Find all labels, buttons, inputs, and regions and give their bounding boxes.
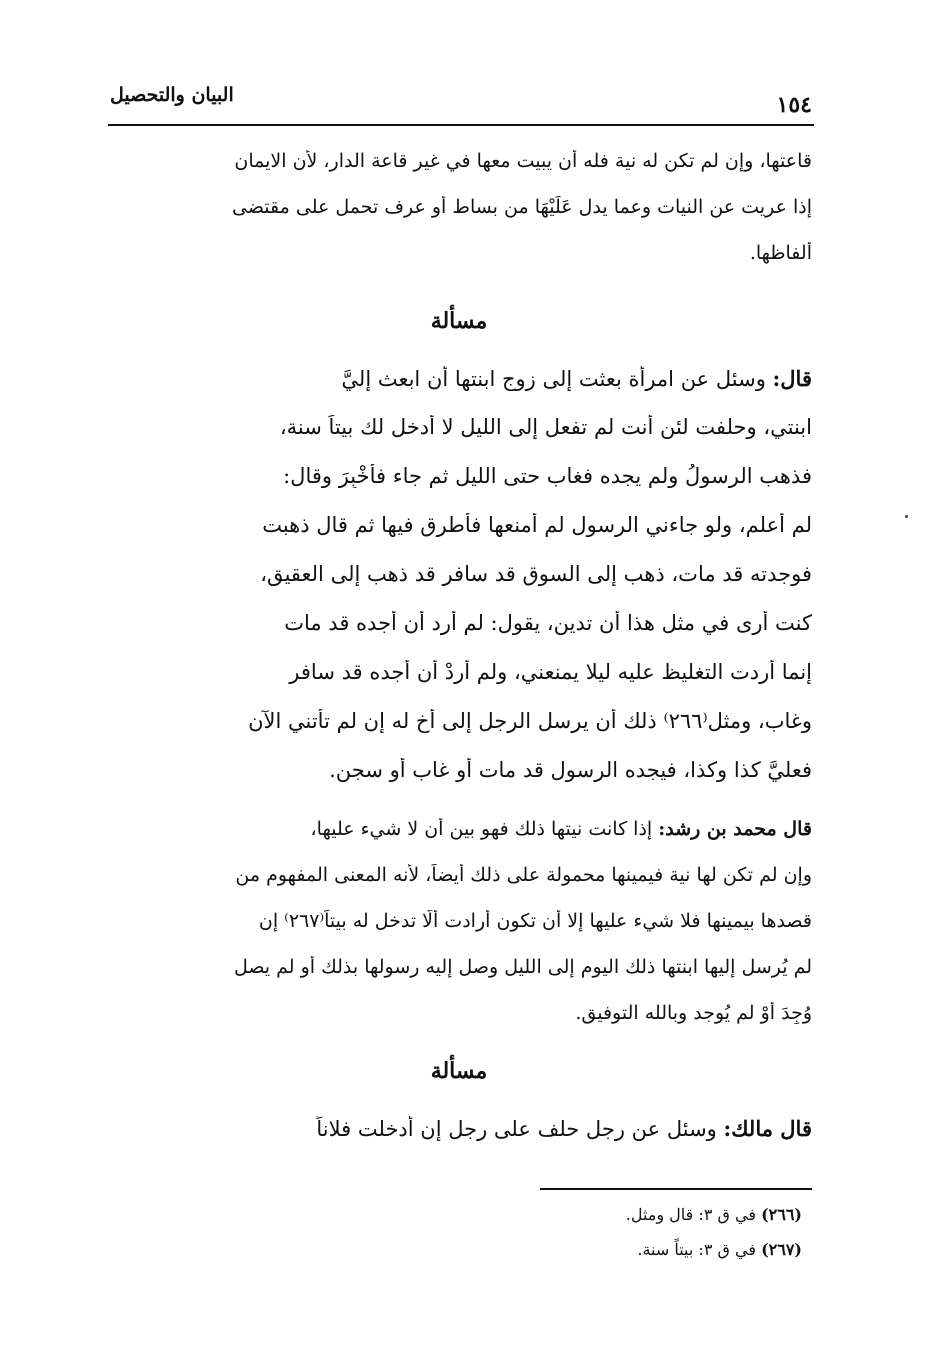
running-title: البيان والتحصيل bbox=[110, 84, 234, 106]
paragraph-line: وإن لم تكن لها نية فيمينها محمولة على ذلك أيضاً، لأنه المعنى المفهوم من bbox=[235, 864, 812, 886]
footnote-number: (٢٦٧) bbox=[761, 1240, 802, 1259]
footnote-rule bbox=[540, 1188, 812, 1190]
footnote-text: في ق ٣: قال ومثل. bbox=[625, 1205, 762, 1224]
section-heading: مسألة bbox=[430, 308, 488, 334]
paragraph-line-text: وسئل عن رجل حلف على رجل إن أدخلت فلاناً bbox=[316, 1117, 724, 1141]
paragraph-line: قاعتها، وإن لم تكن له نية فله أن يبيت معها في غير قاعة الدار، لأن الايمان bbox=[234, 150, 812, 172]
paragraph-line: ابنتي، وحلفت لئن أنت لم تفعل إلى الليل لا أدخل لك بيتاً سنة، bbox=[279, 415, 812, 439]
footnote-number: (٢٦٦) bbox=[761, 1205, 802, 1224]
speaker-label: قال مالك: bbox=[723, 1116, 812, 1141]
paragraph-line: لم أعلم، ولو جاءني الرسول لم أمنعها فأطرق فيها ثم قال ذهبت bbox=[262, 513, 812, 537]
footnote bbox=[626, 1205, 802, 1224]
paragraph-4 bbox=[106, 1116, 812, 1162]
header-rule bbox=[108, 124, 814, 126]
paragraph-line: وغاب، ومثل⁽٢٦٦⁾ ذلك أن يرسل الرجل إلى أخ له إن لم تأتني الآن bbox=[248, 709, 812, 733]
speaker-label: قال محمد بن رشد: bbox=[658, 818, 812, 840]
paragraph-line: إنما أردت التغليظ عليه ليلا يمنعني، ولم أُرِدْ أن أجده قد سافر bbox=[289, 660, 812, 684]
footnote-text: في ق ٣: بيتاً سنة. bbox=[637, 1240, 762, 1259]
paragraph-line: إذا عريت عن النيات وعما يدل عَلَيْهَا من بساط أو عرف تحمل على مقتضى bbox=[231, 196, 812, 218]
paragraph-line: ألفاظها. bbox=[749, 242, 812, 264]
paragraph-line: وُجِدَ أَوْ لم يُوجد وبالله التوفيق. bbox=[575, 1002, 812, 1024]
paragraph-line: فذهب الرسولُ ولم يجده فغاب حتى الليل ثم جاء فأُخْبِرَ وقال: bbox=[283, 464, 812, 488]
page-header bbox=[110, 80, 812, 124]
paragraph-3 bbox=[106, 818, 812, 1048]
paragraph-line bbox=[106, 818, 812, 840]
paragraph-line bbox=[106, 1116, 812, 1141]
paragraph-line-text: وسئل عن امرأة بعثت إلى زوج ابنتها أن ابعث إليَّ bbox=[341, 367, 773, 391]
paragraph-line: قصدها بيمينها فلا شيء عليها إلا أن تكون أرادت ألّا تدخل له بيتاً⁽٢٦٧⁾ إن bbox=[258, 910, 812, 932]
paragraph-line: لم يُرسل إليها ابنتها ذلك اليوم إلى الليل وصل إليه رسولها بذلك أو لم يصل bbox=[233, 956, 812, 978]
paragraph-line: فوجدته قد مات، ذهب إلى السوق قد سافر قد ذهب إلى العقيق، bbox=[260, 562, 812, 586]
footnote bbox=[637, 1240, 802, 1259]
paragraph-2 bbox=[106, 366, 812, 806]
paragraph-line: فعليَّ كذا وكذا، فيجده الرسول قد مات أو غاب أو سجن. bbox=[329, 758, 812, 782]
scan-speck bbox=[905, 515, 908, 518]
paragraph-1 bbox=[106, 150, 812, 290]
paragraph-line bbox=[106, 366, 812, 391]
paragraph-line: كنت أرى في مثل هذا أن تدين، يقول: لم أرد أن أجده قد مات bbox=[284, 611, 812, 635]
page-number: ١٥٤ bbox=[776, 92, 812, 118]
paragraph-line-text: إذا كانت نيتها ذلك فهو بين أن لا شيء عليها، bbox=[310, 818, 659, 840]
section-heading: مسألة bbox=[430, 1058, 488, 1084]
speaker-label: قال: bbox=[772, 366, 812, 391]
